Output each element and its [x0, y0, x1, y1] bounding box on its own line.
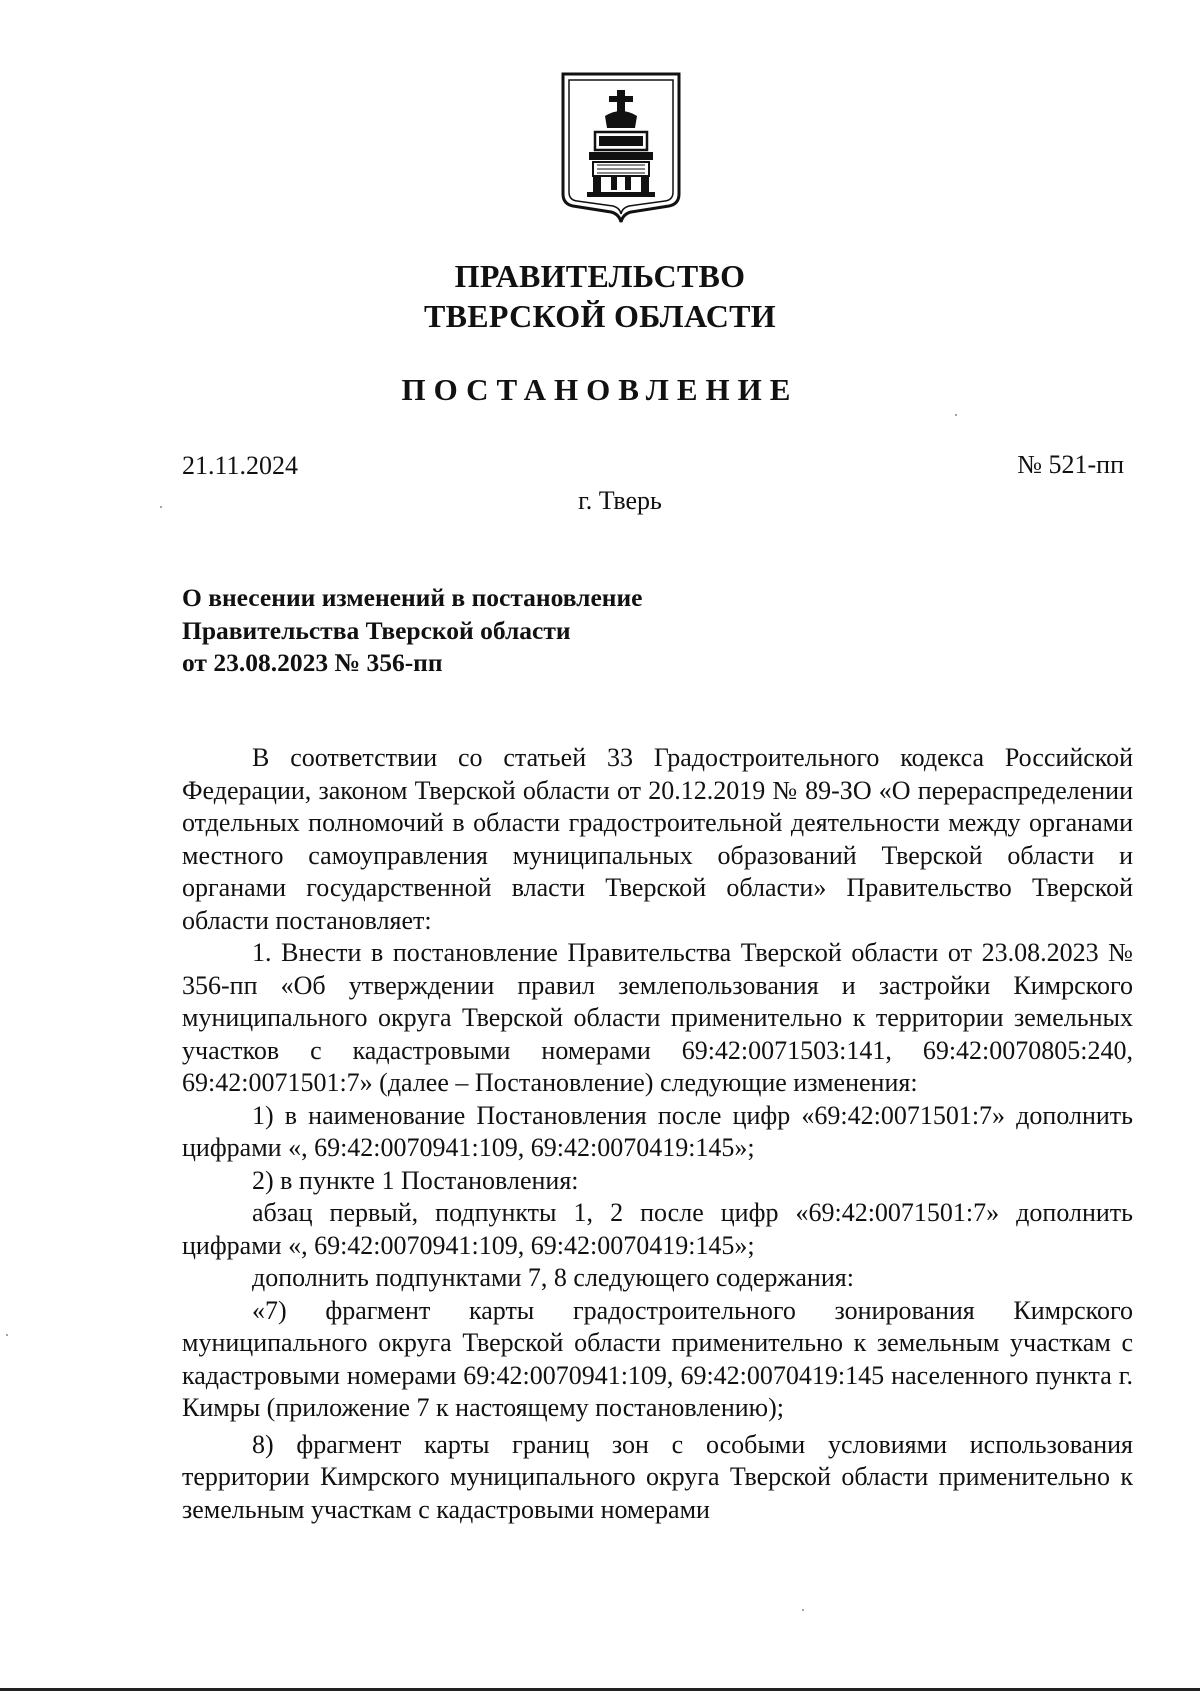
- subject-line: Правительства Тверской области: [182, 615, 571, 645]
- body-paragraph: 2) в пункте 1 Постановления:: [252, 1165, 579, 1195]
- scan-speck: [955, 414, 957, 416]
- document-date: 21.11.2024: [182, 451, 299, 480]
- subject-line: О внесении изменений в постановление: [182, 583, 643, 612]
- preamble-paragraph: В соответствии со статьей 33 Градостроительного кодекса Российской Федерации, законом Тверской области от 20.12.2019 № 89-ЗО «О перераспределении отдельных полномочий в области градостроительной деятельности между органами местного самоуправления муниципальных образований Тверской области и органами государственной власти Тверской области» Правительство Тверской области постановляет:: [182, 743, 1133, 935]
- subject-line: от 23.08.2023 № 356-пп: [182, 648, 443, 677]
- scan-speck: [160, 506, 162, 508]
- body-paragraph: дополнить подпунктами 7, 8 следующего содержания:: [252, 1263, 854, 1292]
- organization-title-line1: ПРАВИТЕЛЬСТВО: [454, 258, 746, 294]
- body-paragraph: «7) фрагмент карты градостроительного зонирования Кимрского муниципального округа Тверской области применительно к земельным участкам с кадастровыми номерами 69:42:0070941:109, 69:42:0070419:145 населенного пункта г. Кимры (приложение 7 к настоящему постановлению);: [182, 1295, 1133, 1422]
- tver-coat-of-arms-icon: [559, 72, 683, 224]
- scan-edge-line: [0, 1688, 1200, 1691]
- document-subject: [182, 582, 643, 680]
- scan-speck: [802, 1609, 804, 1611]
- body-paragraph: абзац первый, подпункты 1, 2 после цифр «69:42:0071501:7» дополнить цифрами «, 69:42:0070941:109, 69:42:0070419:145»;: [182, 1198, 1133, 1260]
- document-body: [182, 742, 1133, 1526]
- body-paragraph: 1. Внести в постановление Правительства Тверской области от 23.08.2023 № 356-пп «Об утверждении правил землепользования и застройки Кимрского муниципального округа Тверской области применительно к территории земельных участков с кадастровыми номерами 69:42:0071503:141, 69:42:0070805:240, 69:42:0071501:7» (далее – Постановление) следующие изменения:: [182, 938, 1133, 1097]
- document-city: г. Тверь: [578, 486, 662, 515]
- document-type-title: ПОСТАНОВЛЕНИЕ: [401, 372, 799, 407]
- body-paragraph: 8) фрагмент карты границ зон с особыми условиями использования территории Кимрского муниципального округа Тверской области применительно к земельным участкам с кадастровыми номерами: [182, 1429, 1133, 1524]
- organization-title-line2: ТВЕРСКОЙ ОБЛАСТИ: [423, 298, 777, 334]
- body-paragraph: 1) в наименование Постановления после цифр «69:42:0071501:7» дополнить цифрами «, 69:42:0070941:109, 69:42:0070419:145»;: [182, 1100, 1133, 1162]
- scan-speck: [6, 1334, 8, 1336]
- document-number: № 521-пп: [1017, 450, 1124, 479]
